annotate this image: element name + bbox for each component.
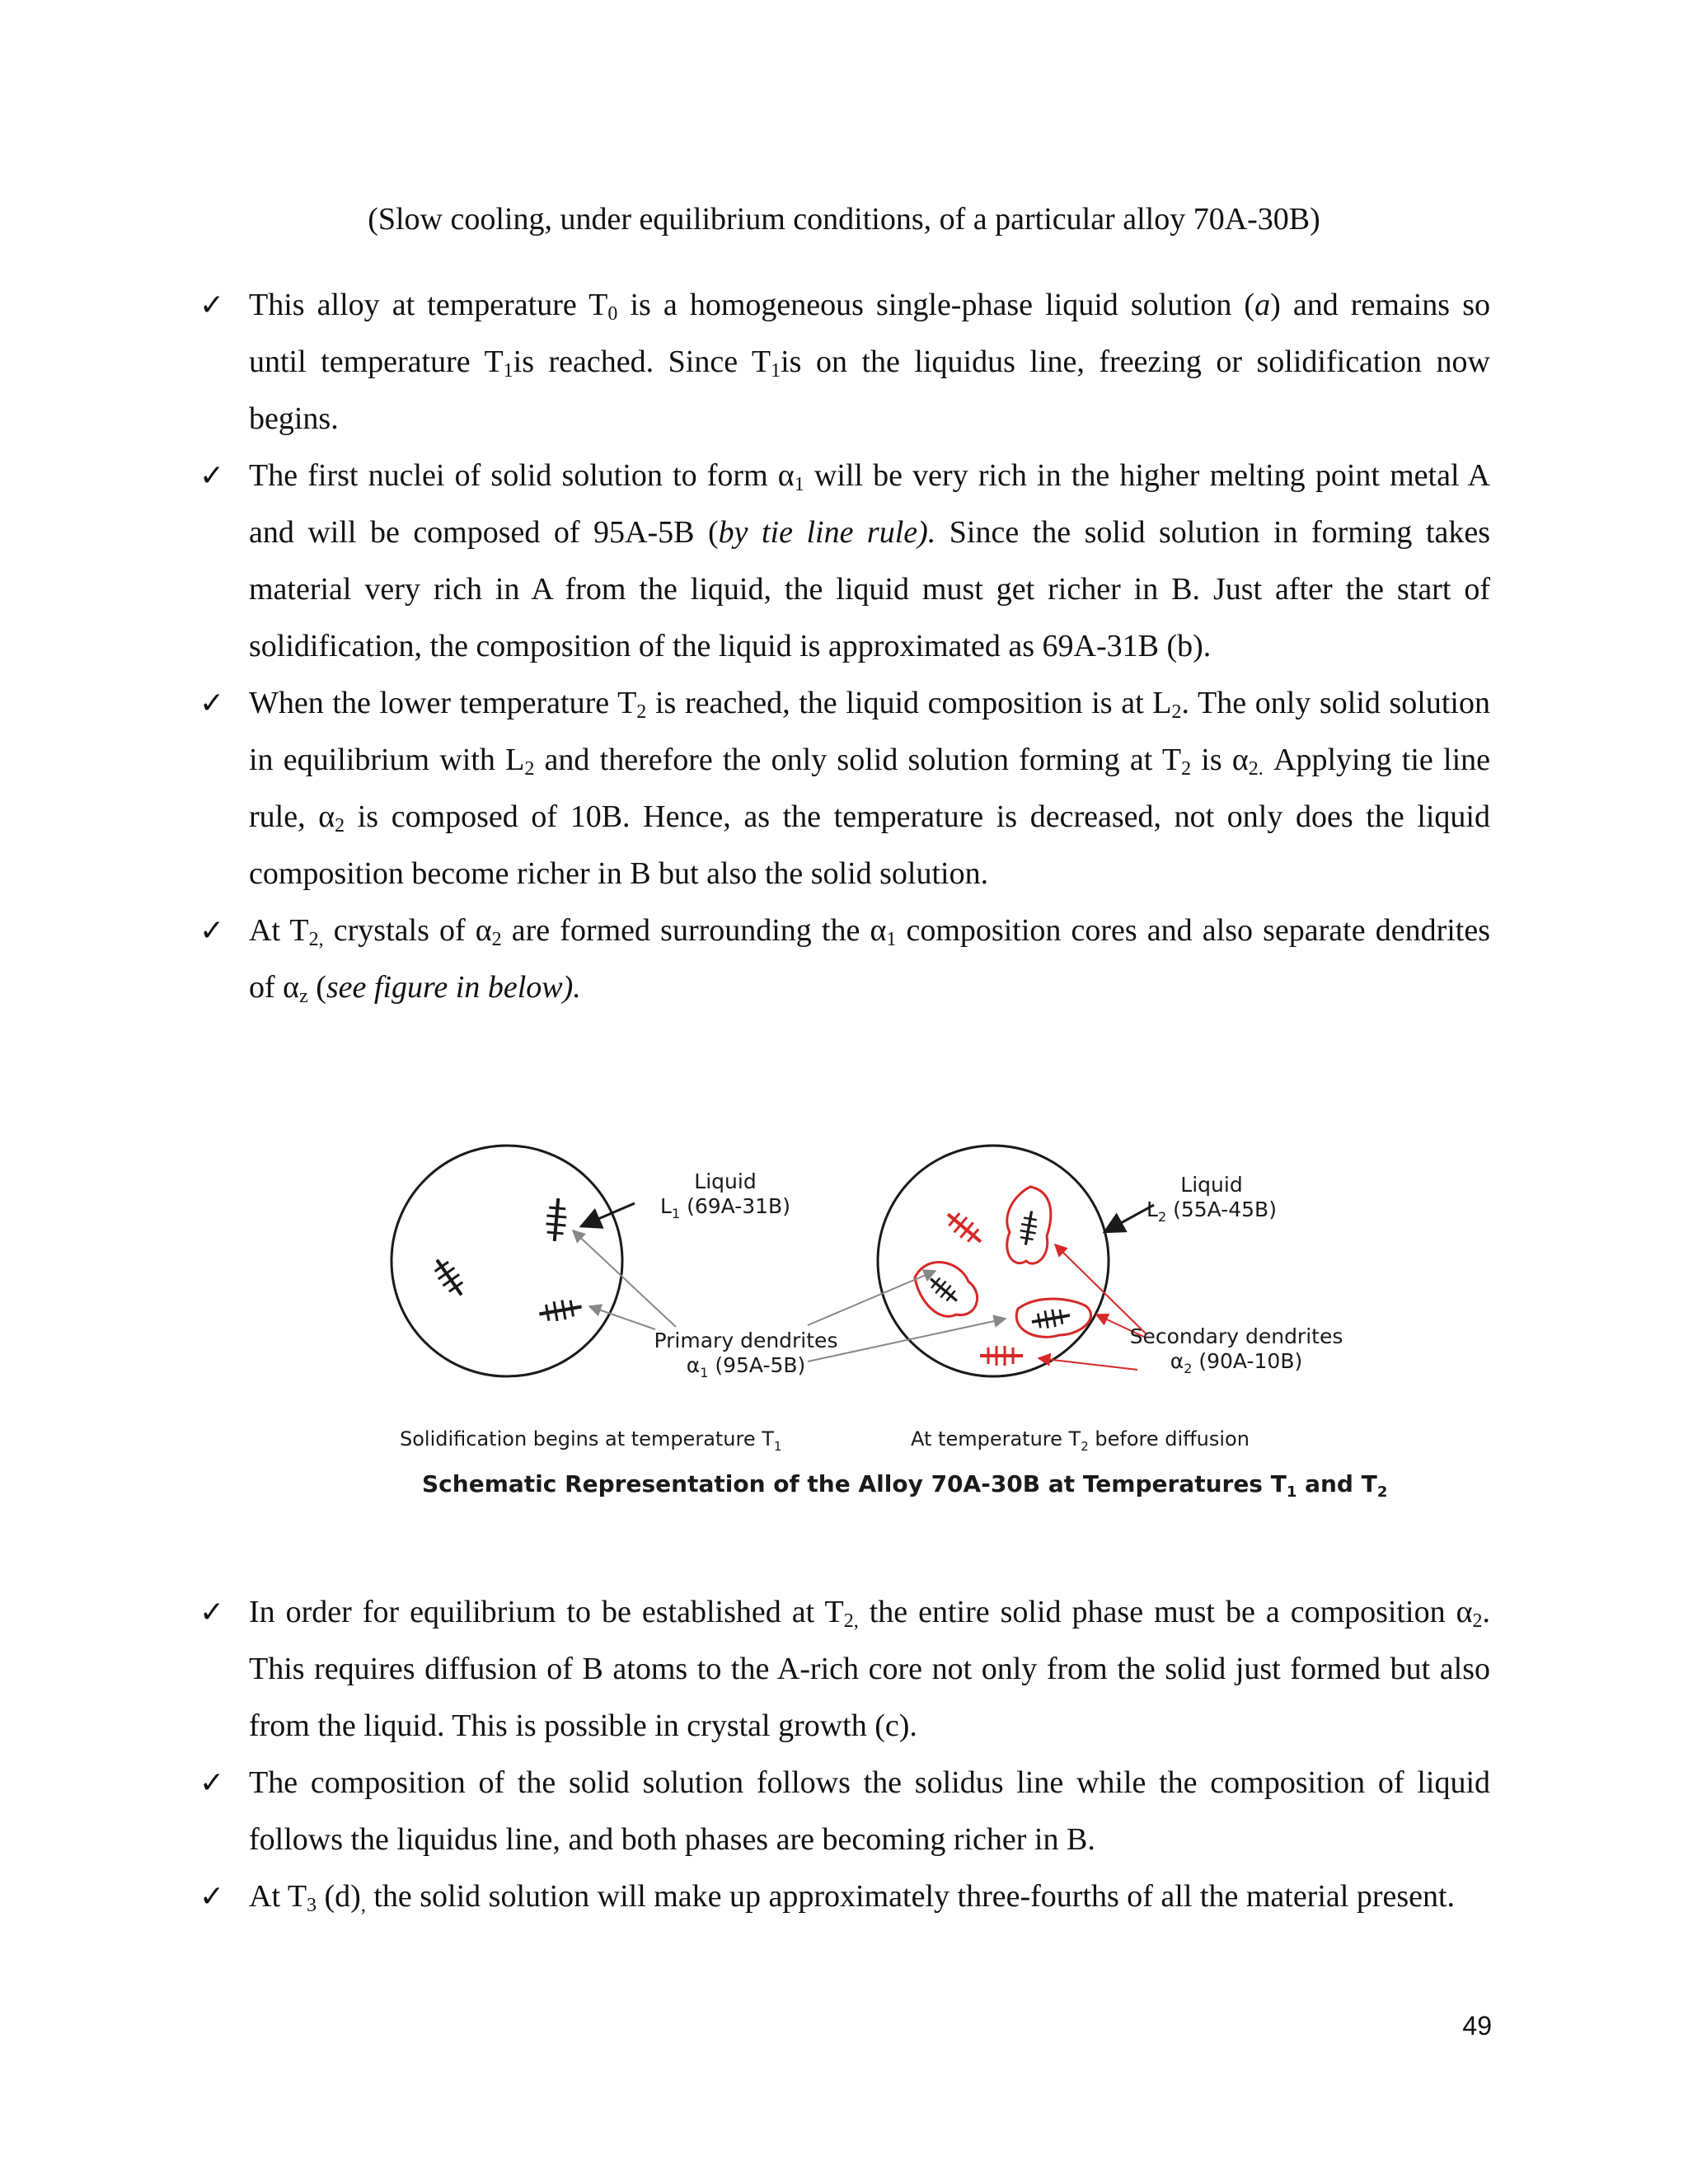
bullet-item: ✓ When the lower temperature $T_2$ is reached, the liquid composition is at $L_2$. The only solid solution in equilibrium with $L_2$ and therefore the only solid solution forming at $T_2$ is $\alpha_{2.}$ Applying tie line rule, $\alpha_2$ is composed of 10B. Hence, as the temperature is decreased, not only does the liquid composition become richer in B but also the solid solution. [199,675,1490,902]
left-liquid-label: Liquid [694,1169,757,1193]
bullet-item: ✓ The composition of the solid solution follows the solidus line while the composition of liquid follows the liquidus line, and both phases are becoming richer in B. [199,1755,1490,1868]
primary-alpha-label: $\alpha_1$ (95A-5B) [686,1353,806,1380]
bullet-item: ✓ At $T_3$ $(d)_,$ the solid solution will make up approximately three-fourths of all the material present. [199,1868,1490,1925]
page-subtitle: (Slow cooling, under equilibrium conditions, of a particular alloy 70A-30B) [368,202,1320,237]
caption-left: Solidification begins at temperature $T_1$ [400,1427,782,1454]
bullet-item: ✓ This alloy at temperature $T_0$ is a homogeneous single-phase liquid solution (a) and remains so until temperature $T_1is$ reached. Since $T_1is$ on the liquidus line, freezing or solidification now begins. [199,277,1490,448]
check-icon: ✓ [199,914,225,948]
schematic-figure [379,1137,1388,1525]
left-l1-label: $L_1$ (69A-31B) [660,1194,790,1221]
right-liquid-label: Liquid [1180,1173,1243,1197]
secondary-dendrites-label: Secondary dendrites [1129,1324,1343,1348]
check-icon: ✓ [199,459,225,493]
secondary-dendrite [980,1346,1023,1366]
check-icon: ✓ [199,288,225,322]
bullet-item: ✓ In order for equilibrium to be established at $T_{2,}$ the entire solid phase must be a composition $\alpha_2$. This requires diffusion of B atoms to the A-rich core not only from the solid just formed but also from the liquid. This is possible in crystal growth (c). [199,1584,1490,1755]
primary-dendrite [537,1297,583,1324]
bullet-list-top [199,277,1490,1016]
primary-dendrite [1018,1210,1039,1246]
secondary-alpha-label: $\alpha_2$ (90A-10B) [1170,1349,1303,1376]
primary-dendrite [926,1272,962,1306]
figure-title: Schematic Representation of the Alloy 70A-30B at Temperatures $T_1$ and $T_2$ [422,1470,1388,1501]
left-circle [392,1146,622,1376]
right-l2-label: $L_2$ (55A-45B) [1146,1197,1277,1225]
check-icon: ✓ [199,1596,225,1629]
dendrite-shell [915,1262,978,1316]
figure-svg [379,1137,1388,1525]
page-number: 49 [1462,2011,1492,2041]
bullet-item: ✓ At $T_{2,}$ crystals of $\alpha_2$ are formed surrounding the $\alpha_1$ composition cores and also separate dendrites of $\alpha_z$ (see figure in below). [199,902,1490,1016]
caption-right: At temperature $T_2$ before diffusion [911,1427,1250,1454]
primary-dendrite [1030,1306,1071,1330]
check-icon: ✓ [199,1880,225,1914]
primary-dendrites-label: Primary dendrites [654,1329,838,1352]
right-circle [878,1146,1109,1376]
primary-dendrite [429,1254,469,1301]
check-icon: ✓ [199,1766,225,1800]
check-icon: ✓ [199,687,225,720]
secondary-dendrite [941,1207,987,1249]
primary-dendrite [545,1197,568,1242]
bullet-list-bottom [199,1584,1490,1925]
bullet-item: ✓ The first nuclei of solid solution to form $\alpha_1$ will be very rich in the higher melting point metal A and will be composed of 95A-5B (by tie line rule). Since the solid solution in forming takes material very rich in A from the liquid, the liquid must get richer in B. Just after the start of solidification, the composition of the liquid is approximated as 69A-31B (b). [199,448,1490,675]
